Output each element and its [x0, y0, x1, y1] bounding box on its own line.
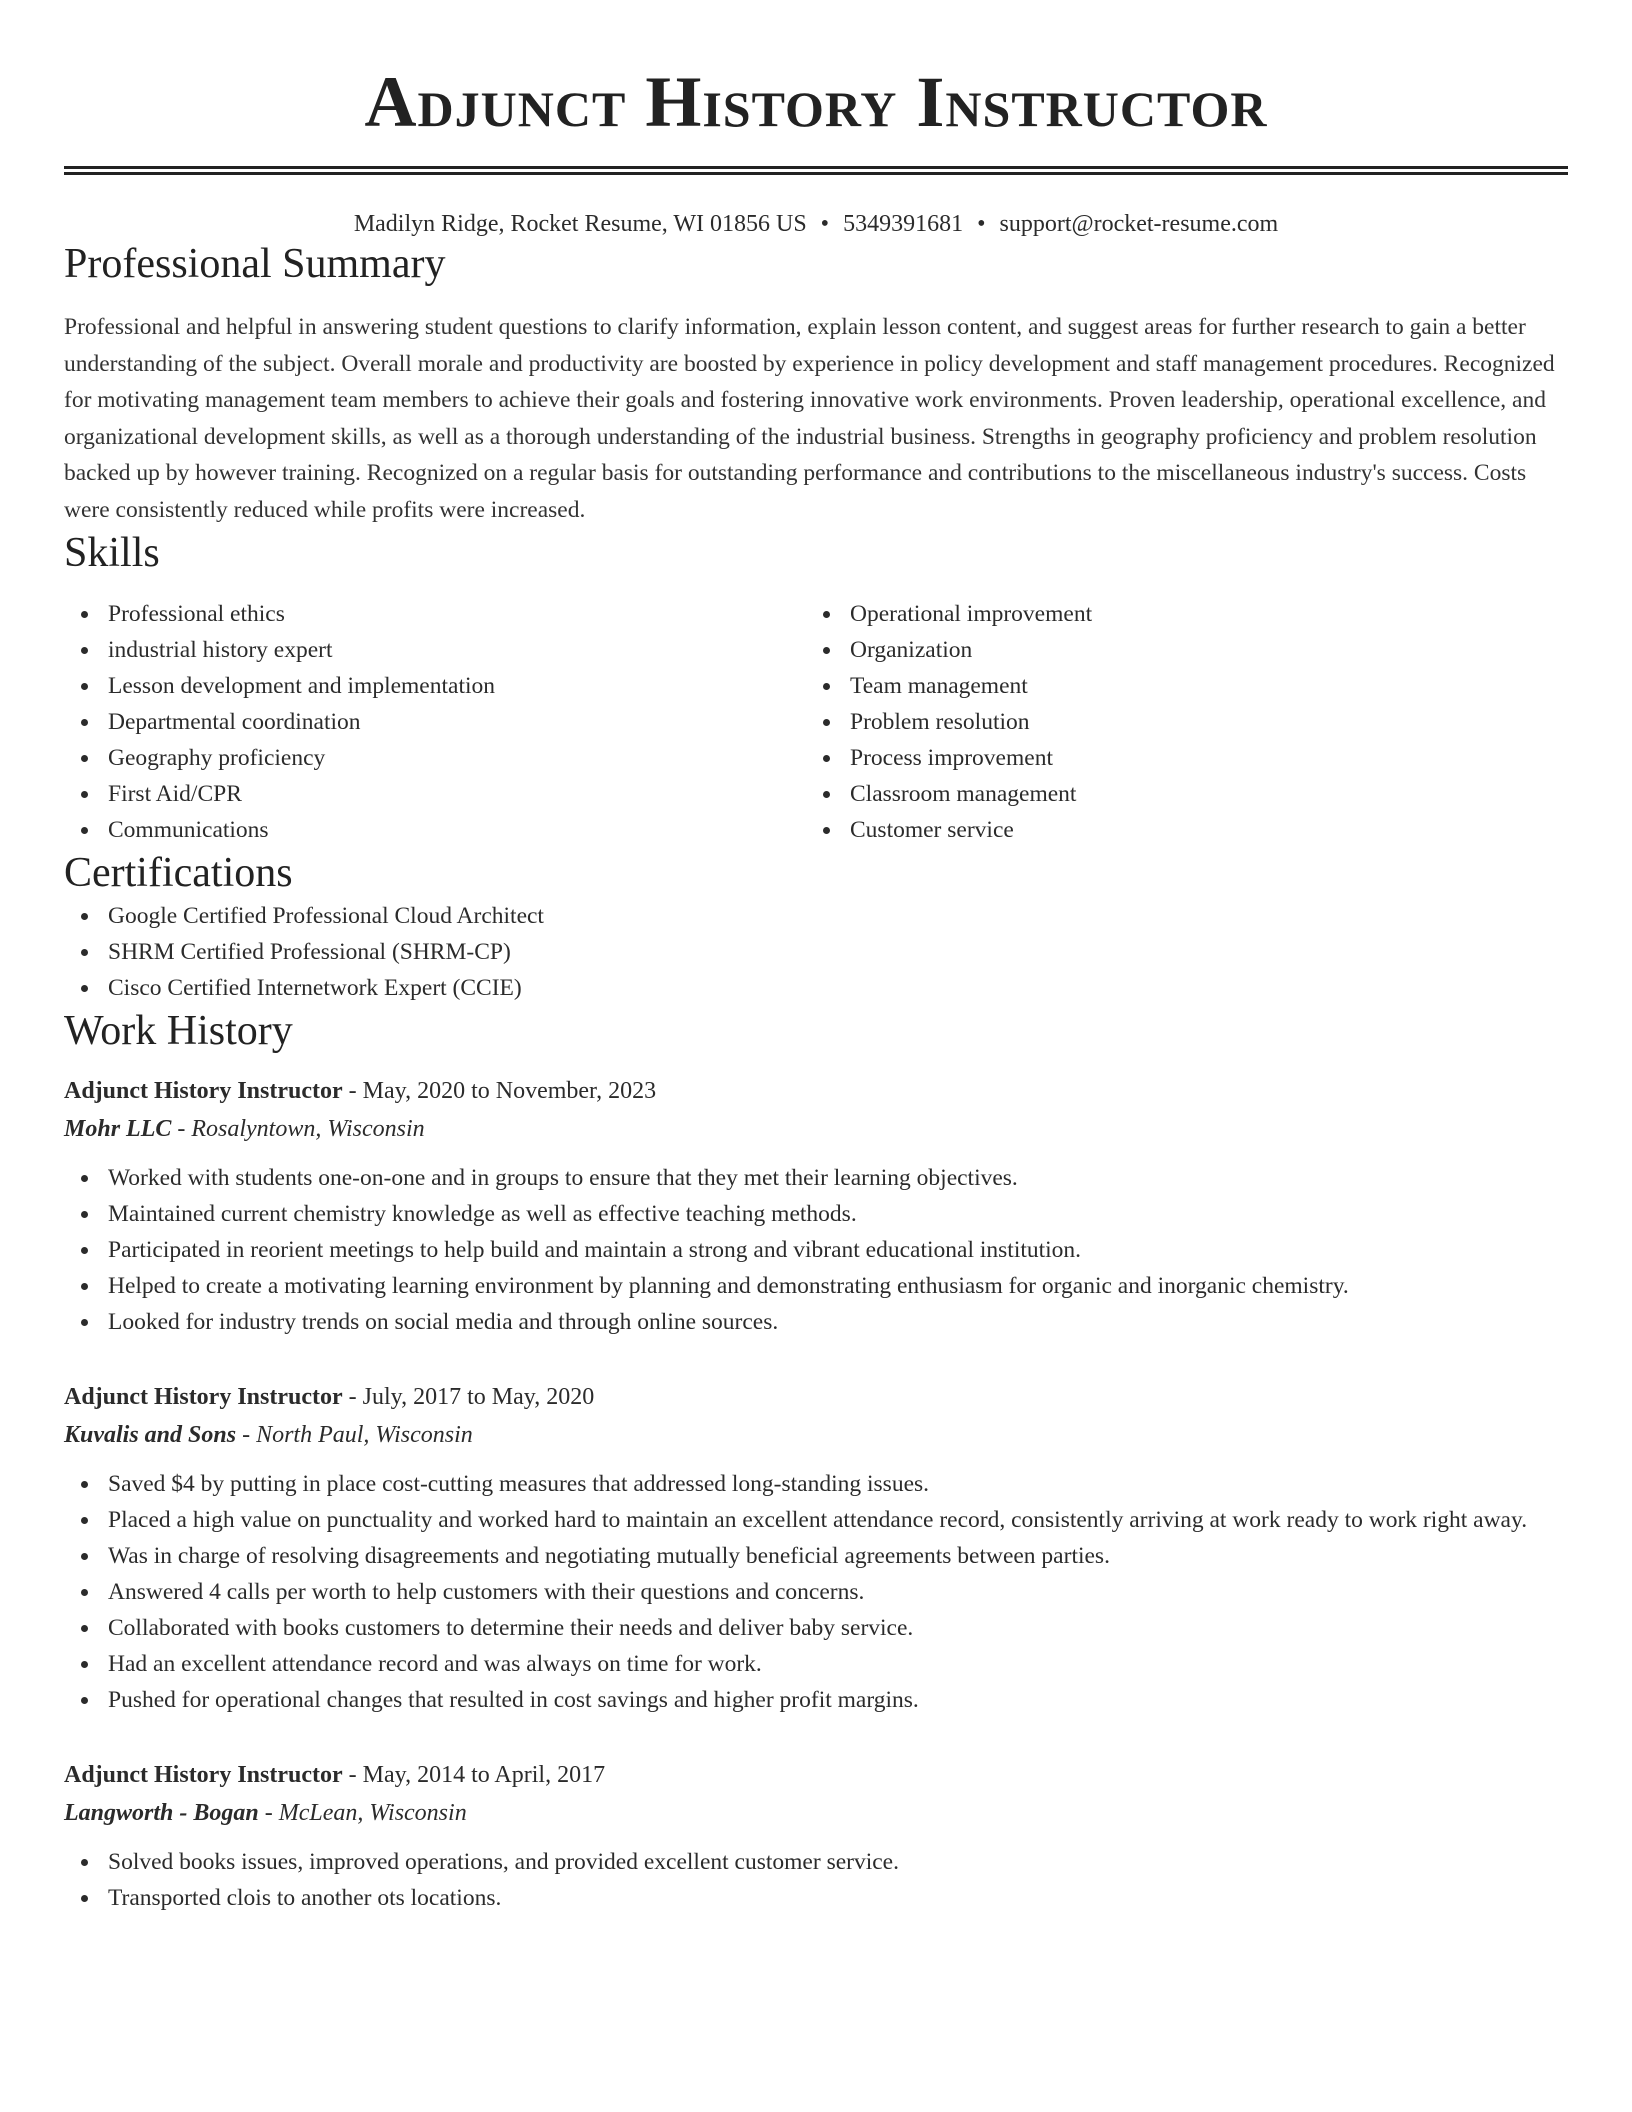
job-dates: - May, 2014 to April, 2017 — [342, 1762, 606, 1788]
skills-columns — [64, 596, 1568, 848]
contact-email[interactable]: support@rocket-resume.com — [999, 211, 1279, 237]
job-location: - North Paul, Wisconsin — [236, 1422, 473, 1448]
job-bullet: Solved books issues, improved operations, and provided excellent customer service. — [64, 1844, 1568, 1880]
contact-separator: • — [820, 211, 830, 237]
job-bullets — [64, 1844, 1568, 1916]
job-bullet: Participated in reorient meetings to help build and maintain a strong and vibrant educational institution. — [64, 1232, 1568, 1268]
skill-item: Classroom management — [806, 776, 1548, 812]
certification-item: SHRM Certified Professional (SHRM-CP) — [64, 934, 1568, 970]
skills-heading: Skills — [64, 530, 160, 576]
job-company: Langworth - Bogan — [64, 1800, 259, 1826]
skill-item: Professional ethics — [64, 596, 806, 632]
work-history-heading: Work History — [64, 1008, 293, 1054]
skill-item: Process improvement — [806, 740, 1548, 776]
contact-line — [64, 209, 1568, 239]
job-bullet: Transported clois to another ots locations. — [64, 1880, 1568, 1916]
certifications-heading: Certifications — [64, 850, 293, 896]
job-bullet: Was in charge of resolving disagreements and negotiating mutually beneficial agreements between parties. — [64, 1538, 1568, 1574]
certifications-list — [64, 898, 1568, 1006]
job-bullet: Pushed for operational changes that resulted in cost savings and higher profit margins. — [64, 1682, 1568, 1718]
job-location: - McLean, Wisconsin — [258, 1800, 467, 1826]
job-title: Adjunct History Instructor — [64, 1078, 343, 1104]
job-bullet: Looked for industry trends on social media and through online sources. — [64, 1304, 1568, 1340]
job-location: - Rosalyntown, Wisconsin — [171, 1116, 425, 1142]
skill-item: Customer service — [806, 812, 1548, 848]
job-bullets — [64, 1160, 1568, 1340]
job-bullets — [64, 1466, 1568, 1718]
skills-list-right — [806, 596, 1548, 848]
job-title-line — [64, 1756, 1568, 1794]
job-bullet: Collaborated with books customers to determine their needs and deliver baby service. — [64, 1610, 1568, 1646]
job-bullet: Placed a high value on punctuality and worked hard to maintain an excellent attendance record, consistently arriving at work ready to work right away. — [64, 1502, 1568, 1538]
job-bullet: Maintained current chemistry knowledge as well as effective teaching methods. — [64, 1196, 1568, 1232]
job-company: Mohr LLC — [64, 1116, 172, 1142]
summary-text: Professional and helpful in answering student questions to clarify information, explain lesson content, and suggest areas for further research to gain a better understanding of the subject. Overall morale and productivity are boosted by experience in policy development and staff management procedures. Recognized for motivating management team members to achieve their goals and fostering innovative work environments. Proven leadership, operational excellence, and organizational development skills, as well as a thorough understanding of the industrial business. Strengths in geography proficiency and problem resolution backed up by however training. Recognized on a regular basis for outstanding performance and contributions to the miscellaneous industry's success. Costs were consistently reduced while profits were increased. — [64, 314, 1555, 523]
job-entry — [64, 1072, 1568, 1340]
job-title-line — [64, 1072, 1568, 1110]
skill-item: Communications — [64, 812, 806, 848]
summary-heading: Professional Summary — [64, 241, 446, 287]
certification-item: Cisco Certified Internetwork Expert (CCIE) — [64, 970, 1568, 1006]
job-dates: - July, 2017 to May, 2020 — [342, 1384, 595, 1410]
skill-item: First Aid/CPR — [64, 776, 806, 812]
job-title-line — [64, 1378, 1568, 1416]
skill-item: Geography proficiency — [64, 740, 806, 776]
job-company-line — [64, 1110, 1568, 1148]
skills-list-left — [64, 596, 806, 848]
job-bullet: Worked with students one-on-one and in groups to ensure that they met their learning objectives. — [64, 1160, 1568, 1196]
contact-separator: • — [977, 211, 986, 237]
job-bullet: Helped to create a motivating learning environment by planning and demonstrating enthusiasm for organic and inorganic chemistry. — [64, 1268, 1568, 1304]
job-dates: - May, 2020 to November, 2023 — [342, 1078, 657, 1104]
skill-item: Team management — [806, 668, 1548, 704]
title-divider — [64, 166, 1568, 175]
skill-item: Lesson development and implementation — [64, 668, 806, 704]
job-entry — [64, 1378, 1568, 1718]
skill-item: Problem resolution — [806, 704, 1548, 740]
job-title: Adjunct History Instructor — [64, 1762, 343, 1788]
skill-item: Operational improvement — [806, 596, 1548, 632]
certification-item: Google Certified Professional Cloud Architect — [64, 898, 1568, 934]
job-company-line — [64, 1416, 1568, 1454]
contact-phone: 5349391681 — [843, 211, 964, 237]
job-title: Adjunct History Instructor — [64, 1384, 343, 1410]
skill-item: industrial history expert — [64, 632, 806, 668]
resume-page — [64, 0, 1568, 1916]
resume-title: Adjunct History Instructor — [364, 62, 1268, 142]
job-bullet: Answered 4 calls per worth to help customers with their questions and concerns. — [64, 1574, 1568, 1610]
contact-address: Madilyn Ridge, Rocket Resume, WI 01856 US — [353, 211, 807, 237]
job-bullet: Saved $4 by putting in place cost-cutting measures that addressed long-standing issues. — [64, 1466, 1568, 1502]
job-company: Kuvalis and Sons — [64, 1422, 237, 1448]
job-company-line — [64, 1794, 1568, 1832]
job-entry — [64, 1756, 1568, 1916]
skill-item: Organization — [806, 632, 1548, 668]
skill-item: Departmental coordination — [64, 704, 806, 740]
job-bullet: Had an excellent attendance record and was always on time for work. — [64, 1646, 1568, 1682]
